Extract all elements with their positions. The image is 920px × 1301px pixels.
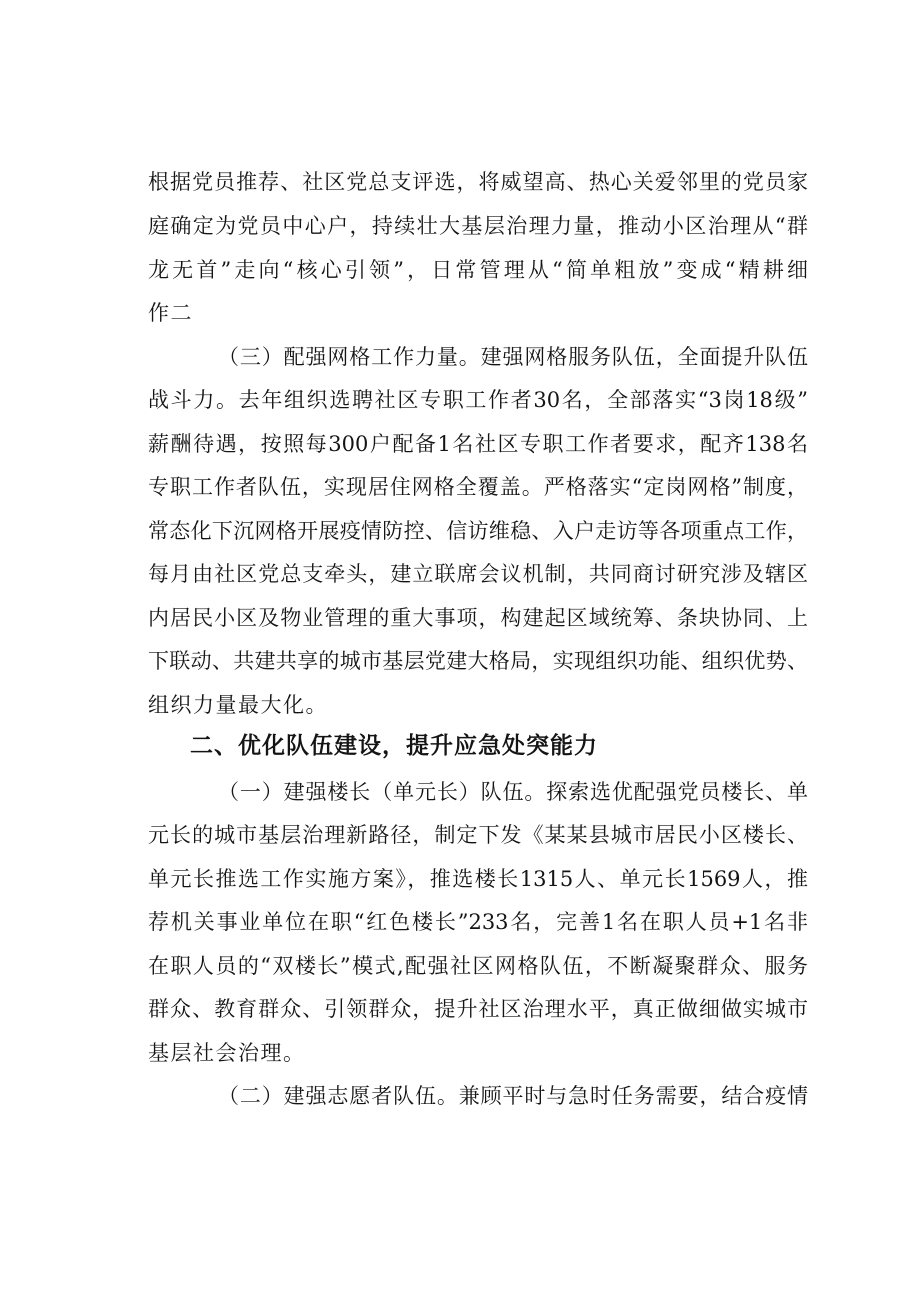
text-line: 每月由社区党总支牵头，建立联席会议机制，共同商讨研究涉及辖区 <box>148 562 808 586</box>
section-heading: 二、优化队伍建设，提升应急处突能力 <box>190 733 598 759</box>
text-line: 单元长推选工作实施方案》，推选楼长1315人、单元长1569人，推 <box>148 867 808 891</box>
text-line: 龙无首”走向“核心引领”，日常管理从“简单粗放”变成“精耕细 <box>148 258 808 282</box>
text-line: 薪酬待遇，按照每300户配备1名社区专职工作者要求，配齐138名 <box>148 432 808 456</box>
text-line: （二）建强志愿者队伍。兼顾平时与急时任务需要，结合疫情 <box>218 1084 808 1108</box>
text-line: 群众、教育群众、引领群众，提升社区治理水平，真正做细做实城市 <box>148 997 808 1021</box>
text-line: 基层社会治理。 <box>148 1041 306 1065</box>
text-line: 组织力量最大化。 <box>148 693 328 717</box>
text-line: 作二 <box>148 301 193 325</box>
text-line: （一）建强楼长（单元长）队伍。探索选优配强党员楼长、单 <box>218 780 808 804</box>
text-line: 庭确定为党员中心户，持续壮大基层治理力量，推动小区治理从“群 <box>148 214 808 238</box>
text-line: 专职工作者队伍，实现居住网格全覆盖。严格落实“定岗网格”制度， <box>148 475 808 499</box>
text-line: 荐机关事业单位在职“红色楼长”233名，完善1名在职人员+1名非 <box>148 910 808 934</box>
text-line: 内居民小区及物业管理的重大事项，构建起区域统筹、条块协同、上 <box>148 606 808 630</box>
text-line: 常态化下沉网格开展疫情防控、信访维稳、入户走访等各项重点工作， <box>148 519 808 543</box>
text-line: 下联动、共建共享的城市基层党建大格局，实现组织功能、组织优势、 <box>148 649 808 673</box>
text-line: 元长的城市基层治理新路径，制定下发《某某县城市居民小区楼长、 <box>148 823 808 847</box>
text-line: 根据党员推荐、社区党总支评选，将威望高、热心关爱邻里的党员家 <box>148 170 808 194</box>
text-line: 在职人员的“双楼长”模式,配强社区网格队伍，不断凝聚群众、服务 <box>148 954 808 978</box>
text-line: 战斗力。去年组织选聘社区专职工作者30名，全部落实“3岗18级” <box>148 388 808 412</box>
text-line: （三）配强网格工作力量。建强网格服务队伍，全面提升队伍 <box>218 345 808 369</box>
